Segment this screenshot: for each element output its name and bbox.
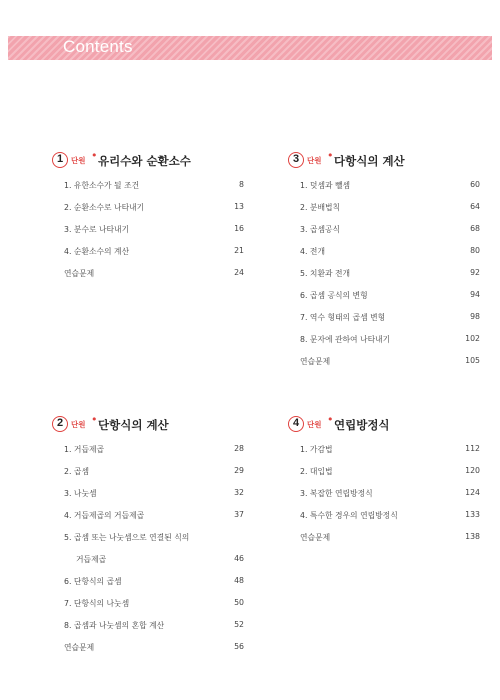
toc-item-text: 2. 분배법칙 bbox=[300, 203, 341, 212]
toc-item-text: 2. 순환소수로 나타내기 bbox=[64, 203, 145, 212]
section-header bbox=[288, 149, 478, 172]
toc-item[interactable] bbox=[64, 642, 244, 664]
toc-item-text: 4. 순환소수의 계산 bbox=[64, 247, 130, 256]
toc-item-text: 5. 치환과 전개 bbox=[300, 269, 351, 278]
section-title: 연립방정식 bbox=[334, 418, 390, 432]
toc-item-text: 5. 곱셈 또는 나눗셈으로 연결된 식의 bbox=[64, 533, 190, 542]
toc-item-text: 4. 전개 bbox=[300, 247, 325, 256]
toc-item-text: 4. 거듭제곱의 거듭제곱 bbox=[64, 511, 145, 520]
toc-item[interactable] bbox=[300, 356, 480, 378]
toc-item-page: 92 bbox=[470, 268, 480, 277]
toc-item-page: 16 bbox=[234, 224, 244, 233]
toc-item-text: 3. 분수로 나타내기 bbox=[64, 225, 130, 234]
section-number-circle: 3 bbox=[288, 152, 304, 168]
toc-item-text: 6. 단항식의 곱셈 bbox=[64, 577, 122, 586]
toc-item[interactable] bbox=[64, 598, 244, 620]
toc-item-page: 112 bbox=[465, 444, 480, 453]
section-header bbox=[52, 149, 242, 172]
toc-list bbox=[64, 444, 244, 664]
toc-item[interactable] bbox=[300, 444, 480, 466]
bullet-dot-icon: • bbox=[91, 413, 98, 426]
toc-item[interactable] bbox=[64, 488, 244, 510]
toc-item[interactable] bbox=[64, 532, 244, 554]
toc-item[interactable] bbox=[300, 224, 480, 246]
section-3 bbox=[288, 149, 480, 366]
toc-item-page: 50 bbox=[234, 598, 244, 607]
toc-item-text: 2. 대입법 bbox=[300, 467, 333, 476]
section-4 bbox=[288, 413, 480, 542]
unit-label: 단원 bbox=[307, 156, 322, 165]
toc-item[interactable] bbox=[64, 466, 244, 488]
toc-item[interactable] bbox=[64, 620, 244, 642]
toc-item-page: 64 bbox=[470, 202, 480, 211]
toc-item-page: 124 bbox=[465, 488, 480, 497]
toc-item-page: 24 bbox=[234, 268, 244, 277]
toc-item[interactable] bbox=[64, 444, 244, 466]
toc-item-text: 8. 곱셈과 나눗셈의 혼합 계산 bbox=[64, 621, 165, 630]
toc-item-page: 120 bbox=[465, 466, 480, 475]
unit-label: 단원 bbox=[307, 420, 322, 429]
unit-label: 단원 bbox=[71, 420, 86, 429]
toc-item[interactable] bbox=[300, 488, 480, 510]
toc-item[interactable] bbox=[64, 268, 244, 290]
toc-item-page: 29 bbox=[234, 466, 244, 475]
toc-item-page: 102 bbox=[465, 334, 480, 343]
toc-item-text: 8. 문자에 관하여 나타내기 bbox=[300, 335, 391, 344]
toc-item-text: 연습문제 bbox=[64, 643, 95, 652]
toc-item-page: 133 bbox=[465, 510, 480, 519]
toc-item-page: 46 bbox=[234, 554, 244, 563]
toc-item-page: 80 bbox=[470, 246, 480, 255]
toc-item-page: 60 bbox=[470, 180, 480, 189]
toc-item[interactable] bbox=[300, 246, 480, 268]
toc-item[interactable] bbox=[64, 202, 244, 224]
toc-item-text: 6. 곱셈 공식의 변형 bbox=[300, 291, 368, 300]
toc-item-page: 37 bbox=[234, 510, 244, 519]
section-1 bbox=[52, 149, 244, 278]
toc-item[interactable] bbox=[300, 466, 480, 488]
toc-item-text: 1. 유한소수가 될 조건 bbox=[64, 181, 140, 190]
toc-item-text: 1. 거듭제곱 bbox=[64, 445, 105, 454]
toc-item[interactable] bbox=[300, 312, 480, 334]
toc-item[interactable] bbox=[300, 202, 480, 224]
toc-item-page: 21 bbox=[234, 246, 244, 255]
toc-item[interactable] bbox=[300, 180, 480, 202]
toc-item-text: 7. 단항식의 나눗셈 bbox=[64, 599, 130, 608]
toc-item[interactable] bbox=[300, 510, 480, 532]
section-header bbox=[52, 413, 242, 436]
section-2 bbox=[52, 413, 244, 652]
toc-item-text: 연습문제 bbox=[300, 533, 331, 542]
bullet-dot-icon: • bbox=[327, 413, 334, 426]
toc-item[interactable] bbox=[300, 268, 480, 290]
toc-item-page: 28 bbox=[234, 444, 244, 453]
toc-item[interactable] bbox=[64, 510, 244, 532]
toc-item-text: 2. 곱셈 bbox=[64, 467, 89, 476]
toc-item[interactable] bbox=[64, 576, 244, 598]
toc-item-page: 138 bbox=[465, 532, 480, 541]
toc-item-page: 13 bbox=[234, 202, 244, 211]
unit-label: 단원 bbox=[71, 156, 86, 165]
section-number-circle: 2 bbox=[52, 416, 68, 432]
toc-item-text: 3. 곱셈공식 bbox=[300, 225, 341, 234]
toc-item-text: 1. 덧셈과 뺄셈 bbox=[300, 181, 351, 190]
section-title: 다항식의 계산 bbox=[334, 154, 405, 168]
toc-item-page: 56 bbox=[234, 642, 244, 651]
toc-item[interactable] bbox=[300, 290, 480, 312]
toc-list bbox=[300, 180, 480, 378]
section-title: 단항식의 계산 bbox=[98, 418, 169, 432]
section-title: 유리수와 순환소수 bbox=[98, 154, 191, 168]
toc-item-page: 48 bbox=[234, 576, 244, 585]
toc-item-page: 98 bbox=[470, 312, 480, 321]
contents-banner bbox=[8, 36, 492, 60]
toc-item-text: 거듭제곱 bbox=[76, 555, 107, 564]
toc-list bbox=[300, 444, 480, 554]
toc-item-page: 52 bbox=[234, 620, 244, 629]
toc-item-page: 8 bbox=[239, 180, 244, 189]
toc-item-text: 연습문제 bbox=[64, 269, 95, 278]
toc-item-page: 105 bbox=[465, 356, 480, 365]
section-number-circle: 1 bbox=[52, 152, 68, 168]
toc-list bbox=[64, 180, 244, 290]
toc-item[interactable] bbox=[64, 554, 244, 576]
toc-item-text: 3. 복잡한 연립방정식 bbox=[300, 489, 373, 498]
toc-item[interactable] bbox=[64, 246, 244, 268]
toc-item[interactable] bbox=[300, 532, 480, 554]
toc-item[interactable] bbox=[300, 334, 480, 356]
toc-item-page: 68 bbox=[470, 224, 480, 233]
toc-item[interactable] bbox=[64, 180, 244, 202]
section-number-circle: 4 bbox=[288, 416, 304, 432]
section-header bbox=[288, 413, 478, 436]
contents-title: Contents bbox=[63, 37, 133, 56]
toc-item-text: 연습문제 bbox=[300, 357, 331, 366]
bullet-dot-icon: • bbox=[327, 149, 334, 162]
bullet-dot-icon: • bbox=[91, 149, 98, 162]
toc-item[interactable] bbox=[64, 224, 244, 246]
toc-item-text: 7. 역수 형태의 곱셈 변형 bbox=[300, 313, 386, 322]
toc-item-text: 4. 특수한 경우의 연립방정식 bbox=[300, 511, 398, 520]
toc-item-page: 32 bbox=[234, 488, 244, 497]
toc-item-text: 1. 가감법 bbox=[300, 445, 333, 454]
toc-item-text: 3. 나눗셈 bbox=[64, 489, 97, 498]
toc-item-page: 94 bbox=[470, 290, 480, 299]
